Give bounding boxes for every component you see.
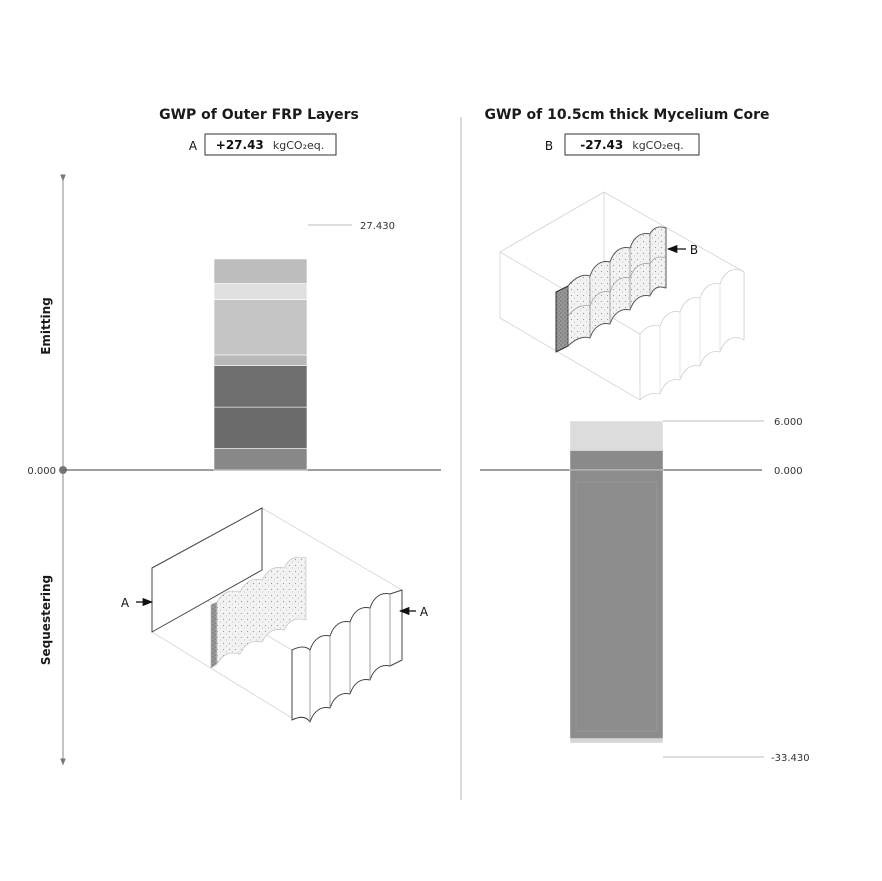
right-bar-segment-3 [570,470,663,739]
right-panel-title: GWP of 10.5cm thick Mycelium Core [484,107,770,123]
left-zero-label: 0.000 [27,466,56,477]
right-bottom-value-label: -33.430 [771,753,810,764]
left-panel-title: GWP of Outer FRP Layers [159,107,359,123]
right-summary-unit: kgCO₂eq. [632,139,684,152]
left-bar-segment-2 [214,407,307,448]
right-zero-label: 0.000 [774,466,803,477]
right-bar-segment-2 [570,421,663,450]
right-bar-segment-1 [570,450,663,470]
core-end-face [556,286,568,352]
left-summary-unit: kgCO₂eq. [272,139,325,152]
frp-layers-diagram [121,508,429,722]
left-summary-value: +27.43 [215,138,264,152]
left-bar-segment-5 [214,300,307,355]
mycelium-core-diagram [500,192,744,400]
ghost-frp-layer [640,270,744,400]
right-bar-segment-4 [570,739,663,743]
left-bar-segment-4 [214,355,307,366]
right-callout-label-b: B [689,243,699,257]
left-stacked-bar [214,259,307,470]
left-bar-segment-7 [214,259,307,284]
emitting-label: Emitting [39,297,53,355]
left-bar-segment-6 [214,284,307,300]
left-callout-label-a1: A [120,596,130,610]
left-summary-marker: A [188,139,198,153]
right-summary-marker: B [544,139,554,153]
left-panel [27,107,441,762]
left-top-value-label: 27.430 [360,221,395,232]
left-bar-segment-1 [214,449,307,470]
frp-sheet-right [292,590,402,722]
left-callout-label-a2: A [419,605,429,619]
right-bar [570,421,663,743]
ghost-core-edge [211,602,217,668]
right-summary-value: -27.43 [580,138,624,152]
right-panel [480,107,810,764]
sequestering-label: Sequestering [39,574,53,666]
right-top-value-label: 6.000 [774,417,803,428]
left-bar-segment-3 [214,366,307,407]
